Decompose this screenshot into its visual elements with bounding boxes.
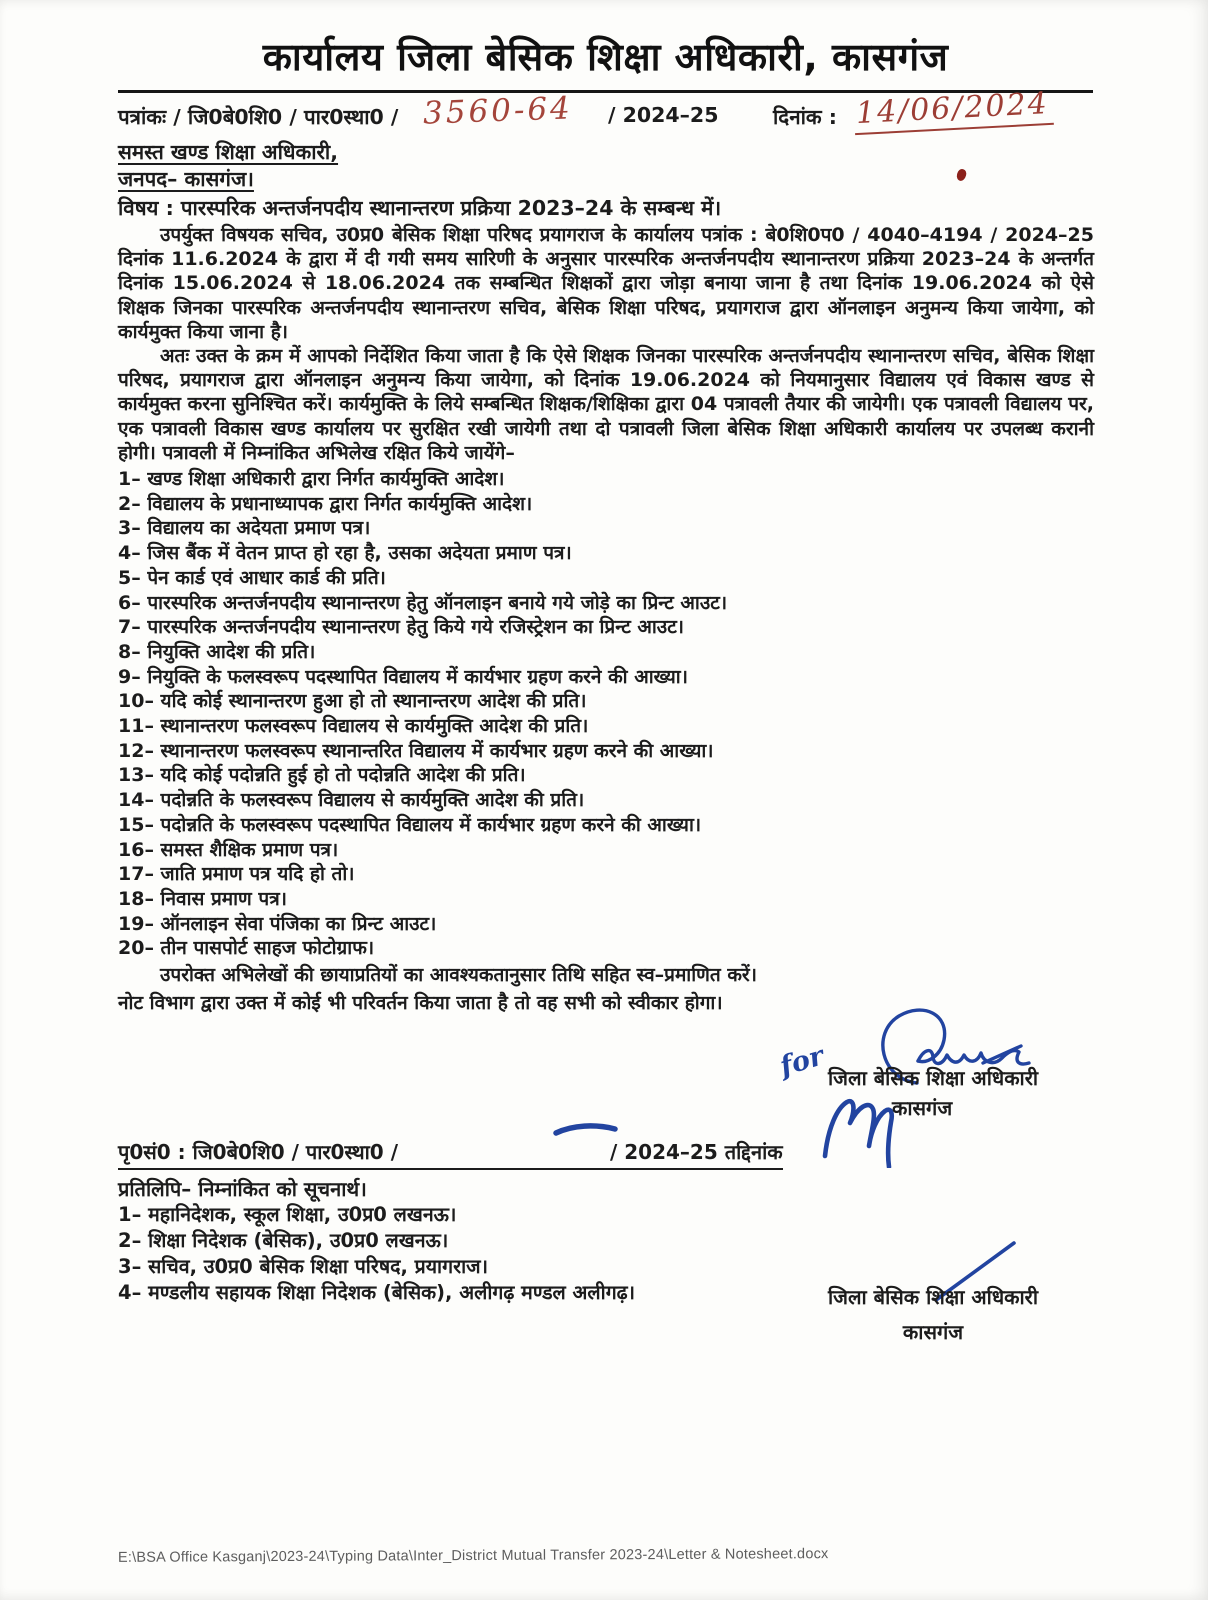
ref-number-label: पत्रांकः / जि0बे0शि0 / पार0स्था0 / (118, 105, 399, 129)
addressee-line-1: समस्त खण्ड शिक्षा अधिकारी, (118, 140, 339, 164)
list-item: 13– यदि कोई पदोन्नति हुई हो तो पदोन्नति आदेश की प्रति। (118, 764, 526, 787)
for-handwritten: for (776, 1040, 828, 1083)
list-item: 16– समस्त शैक्षिक प्रमाण पत्र। (118, 838, 339, 861)
signatory-place: कासगंज (892, 1096, 953, 1120)
copy-recipient: 4– मण्डलीय सहायक शिक्षा निदेशक (बेसिक), अलीगढ़ मण्डल अलीगढ़। (118, 1281, 636, 1304)
list-item: 17– जाति प्रमाण पत्र यदि हो तो। (118, 863, 355, 886)
list-item: 4– जिस बैंक में वेतन प्राप्त हो रहा है, उसका अदेयता प्रमाण पत्र। (118, 542, 572, 565)
body-paragraph-2: अतः उक्त के क्रम में आपको निर्देशित किया जाता है कि ऐसे शिक्षक जिनका पारस्परिक अन्तर्जनपदीय स्थानान्तरण सचिव, बेसिक शिक्षा परिषद, प्रयागराज द्वारा ऑनलाइन अनुमन्य किया जायेगा, को दिनांक 19.06.2024 को नियमानुसार विद्यालय एवं विकास खण्ड से कार्यमुक्त करना सुनिश्चित करें। कार्यमुक्ति के लिये सम्बन्धित शिक्षक/शिक्षिका द्वारा 04 पत्रावली तैयार की जायेगी। एक पत्रावली विद्यालय पर, एक पत्रावली विकास खण्ड कार्यालय पर सुरक्षित रखी जायेगी तथा दो पत्रावली जिला बेसिक शिक्षा अधिकारी कार्यालय पर उपलब्ध करानी होगी। पत्रावली में निम्नांकित अभिलेख रक्षित किये जायेंगे– (118, 345, 1094, 464)
copy-recipient: 1– महानिदेशक, स्कूल शिक्षा, उ0प्र0 लखनऊ। (118, 1203, 457, 1226)
list-item: 5– पेन कार्ड एवं आधार कार्ड की प्रति। (118, 566, 386, 589)
body-paragraph-1: उपर्युक्त विषयक सचिव, उ0प्र0 बेसिक शिक्षा परिषद प्रयागराज के कार्यालय पत्रांक : बे0शि0प0 / 4040–4194 / 2024–25 दिनांक 11.6.2024 के द्वारा में दी गयी समय सारिणी के अनुसार पारस्परिक अन्तर्जनपदीय स्थानान्तरण प्रक्रिया 2023–24 के अन्तर्गत दिनांक 15.06.2024 से 18.06.2024 तक सम्बन्धित शिक्षकों द्वारा जोड़ा बनाया जाना है तथा दिनांक 19.06.2024 को ऐसे शिक्षक जिनका पारस्परिक अन्तर्जनपदीय स्थानान्तरण सचिव, बेसिक शिक्षा परिषद, प्रयागराज द्वारा ऑनलाइन अनुमन्य किया जायेगा, को कार्यमुक्त किया जाना है। (118, 224, 1094, 343)
list-item: 9– नियुक्ति के फलस्वरूप पदस्थापित विद्यालय में कार्यभार ग्रहण करने की आख्या। (118, 665, 688, 688)
red-ink-dot (956, 168, 968, 182)
reference-line (118, 86, 1093, 135)
list-item: 20– तीन पासपोर्ट साहज फोटोग्राफ। (118, 937, 375, 960)
ref-year: / 2024–25 (608, 103, 719, 127)
list-item: 15– पदोन्नति के फलस्वरूप पदस्थापित विद्यालय में कार्यभार ग्रहण करने की आख्या। (118, 813, 702, 836)
document-checklist (118, 467, 1094, 961)
endorsement-ref-left: पृ0सं0 : जि0बे0शि0 / पार0स्था0 / (118, 1140, 398, 1164)
addressee-line-2: जनपद– कासगंज। (118, 167, 254, 191)
bottom-signature-block (808, 1283, 1058, 1345)
letterhead (118, 30, 1093, 93)
office-title: कार्यालय जिला बेसिक शिक्षा अधिकारी, कासगंज (262, 35, 949, 79)
pen-dash-icon (553, 1122, 619, 1138)
date-handwritten: 14/06/2024 (853, 86, 1054, 135)
list-item: 19– ऑनलाइन सेवा पंजिका का प्रिन्ट आउट। (118, 912, 437, 935)
list-item: 18– निवास प्रमाण पत्र। (118, 887, 287, 910)
list-item: 3– विद्यालय का अदेयता प्रमाण पत्र। (118, 517, 371, 540)
list-item: 12– स्थानान्तरण फलस्वरूप स्थानान्तरित विद्यालय में कार्यभार ग्रहण करने की आख्या। (118, 739, 714, 762)
self-attestation-line: उपरोक्त अभिलेखों की छायाप्रतियों का आवश्यकतानुसार तिथि सहित स्व–प्रमाणित करें। (160, 964, 757, 987)
addressee-block (118, 139, 338, 193)
date-label: दिनांक : (773, 105, 837, 129)
bottom-signatory-designation: जिला बेसिक शिक्षा अधिकारी (827, 1285, 1039, 1309)
list-item: 14– पदोन्नति के फलस्वरूप विद्यालय से कार्यमुक्ति आदेश की प्रति। (118, 789, 585, 812)
list-item: 7– पारस्परिक अन्तर्जनपदीय स्थानान्तरण हेतु किये गये रजिस्ट्रेशन का प्रिन्ट आउट। (118, 616, 684, 639)
list-item: 2– विद्यालय के प्रधानाध्यापक द्वारा निर्गत कार्यमुक्ति आदेश। (118, 492, 533, 515)
copy-recipient: 2– शिक्षा निदेशक (बेसिक), उ0प्र0 लखनऊ। (118, 1229, 449, 1252)
letter-body (118, 223, 1094, 1016)
note-line: नोट विभाग द्वारा उक्त में कोई भी परिवर्तन किया जाता है तो वह सभी को स्वीकार होगा। (118, 992, 723, 1015)
list-item: 1– खण्ड शिक्षा अधिकारी द्वारा निर्गत कार्यमुक्ति आदेश। (118, 468, 505, 491)
document-file-path: E:\BSA Office Kasganj\2023-24\Typing Data\Inter_District Mutual Transfer 2023-24\Letter & Notesheet.docx (117, 1546, 829, 1566)
list-item: 8– नियुक्ति आदेश की प्रति। (118, 640, 316, 663)
list-item: 6– पारस्परिक अन्तर्जनपदीय स्थानान्तरण हेतु ऑनलाइन बनाये गये जोड़े का प्रिन्ट आउट। (118, 591, 728, 614)
list-item: 10– यदि कोई स्थानान्तरण हुआ हो तो स्थानान्तरण आदेश की प्रति। (118, 690, 587, 713)
endorsement-ref-right: / 2024–25 तद्दिनांक (610, 1140, 783, 1164)
bottom-signatory-place: कासगंज (902, 1320, 964, 1344)
endorsement-ref-line (118, 1138, 783, 1170)
list-item: 11– स्थानान्तरण फलस्वरूप विद्यालय से कार्यमुक्ति आदेश की प्रति। (118, 715, 589, 738)
ref-number-handwritten: 3560-64 (422, 90, 574, 132)
subject-line: विषय : पारस्परिक अन्तर्जनपदीय स्थानान्तरण प्रक्रिया 2023–24 के सम्बन्ध में। (118, 196, 722, 220)
copy-recipient: 3– सचिव, उ0प्र0 बेसिक शिक्षा परिषद, प्रयागराज। (118, 1255, 488, 1278)
signatory-designation: जिला बेसिक शिक्षा अधिकारी (828, 1066, 1039, 1090)
copy-heading: प्रतिलिपि– निम्नांकित को सूचनार्थ। (118, 1177, 367, 1201)
